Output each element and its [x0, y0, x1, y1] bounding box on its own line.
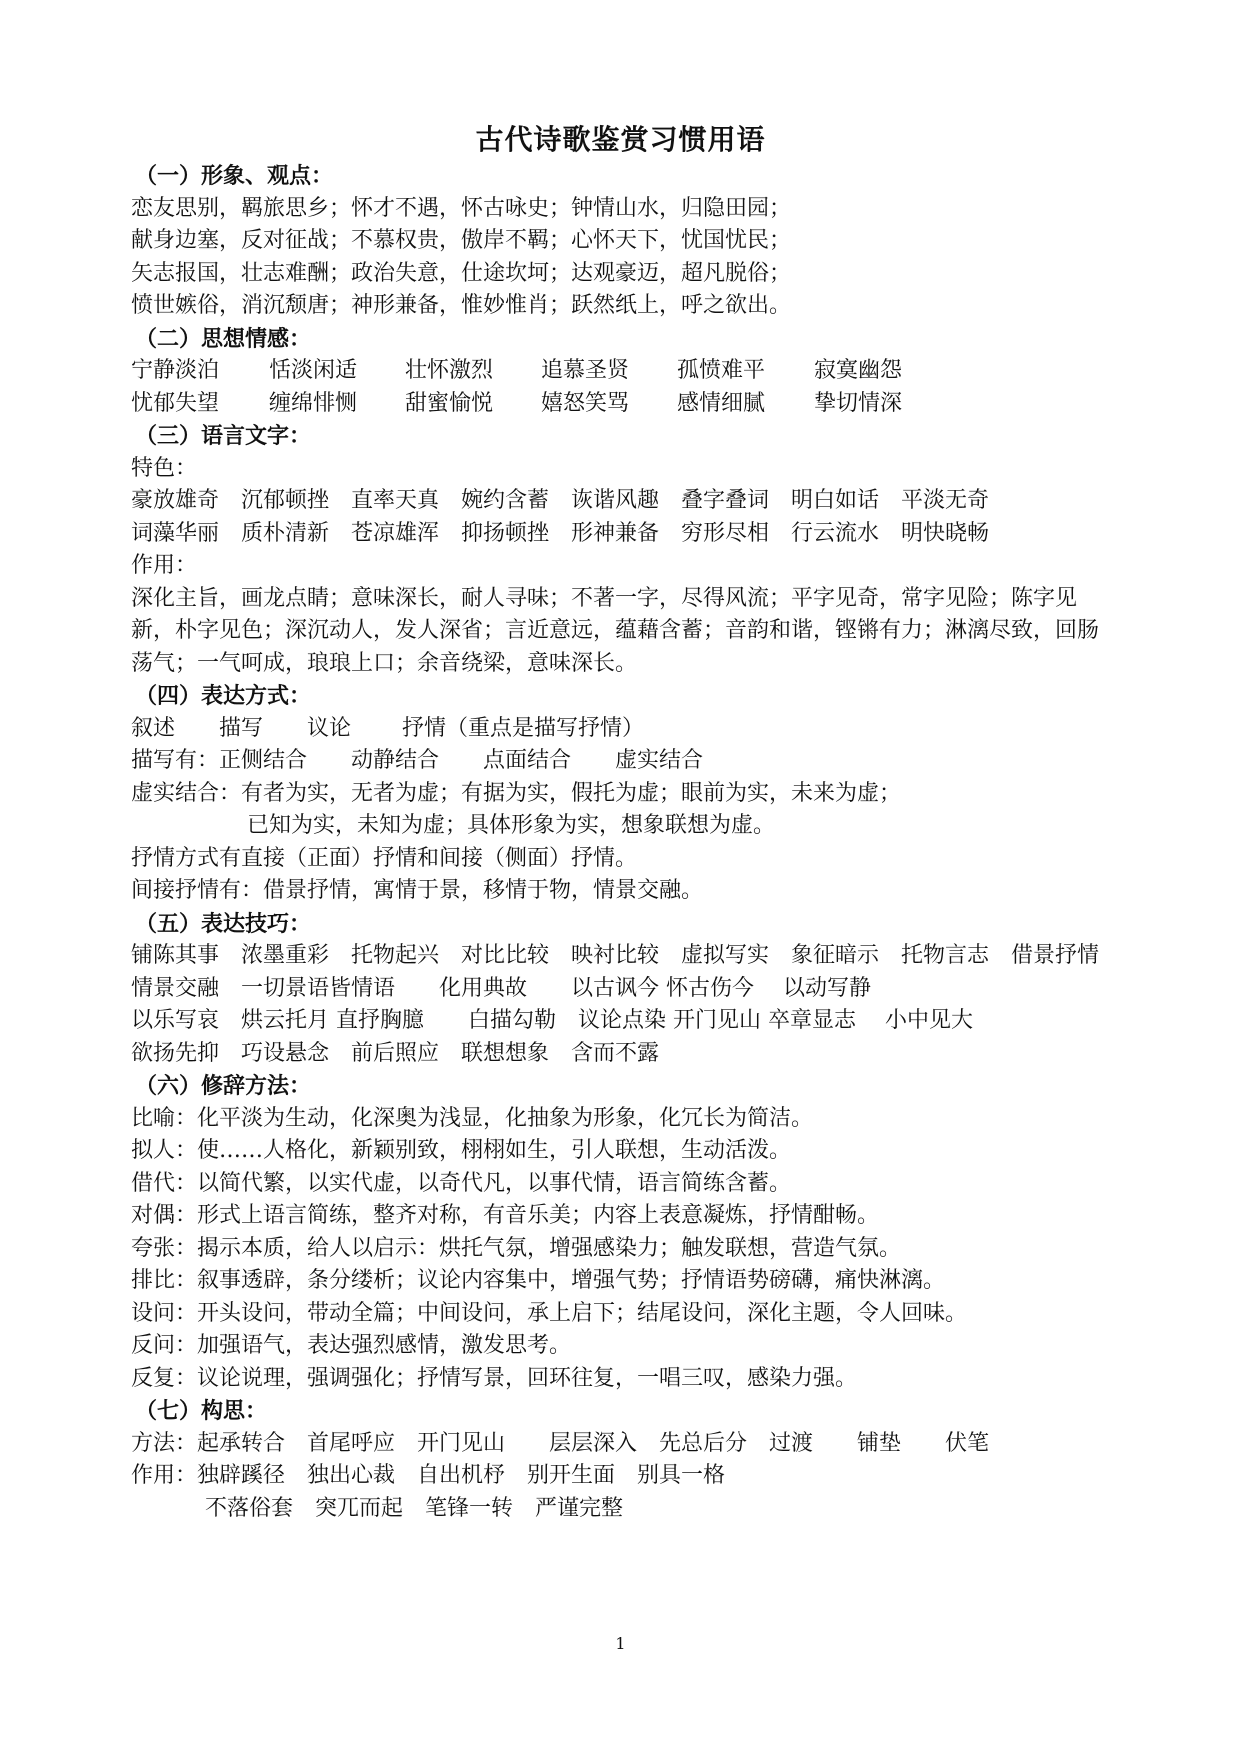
document-body [131, 160, 1122, 1525]
text-line: 比喻：化平淡为生动，化深奥为浅显，化抽象为形象，化冗长为简洁。 [131, 1105, 814, 1131]
term: 嬉怒笑骂 [541, 390, 630, 416]
section-heading-rhetoric: （六）修辞方法： [135, 1073, 312, 1099]
text-line: 献身边塞，反对征战；不慕权贵，傲岸不羁；心怀天下，忧国忧民； [131, 228, 792, 253]
text-line: 拟人：使……人格化，新颖别致，栩栩如生，引人联想，生动活泼。 [131, 1138, 792, 1163]
text-line: 反复：议论说理，强调强化；抒情写景，回环往复，一唱三叹，感染力强。 [131, 1365, 858, 1391]
text-paragraph: 豪放雄奇 沉郁顿挫 直率天真 婉约含蓄 诙谐风趣 叠字叠词 明白如话 平淡无奇 [131, 488, 990, 513]
text-line: 欲扬先抑 巧设悬念 前后照应 联想想象 含而不露 [131, 1040, 660, 1066]
text-line: 作用：独辟蹊径 独出心裁 自出机杼 别开生面 别具一格 [131, 1463, 726, 1488]
term: 壮怀激烈 [405, 358, 494, 383]
text-line: 描写有：正侧结合 动静结合 点面结合 虚实结合 [131, 748, 704, 773]
term: 孤愤难平 [677, 358, 766, 383]
term-row [131, 355, 1116, 388]
section-heading-expression: （四）表达方式： [135, 683, 312, 709]
term: 宁静淡泊 [131, 358, 220, 383]
section-heading-imagery: （一）形象、观点： [135, 163, 334, 189]
text-line: 已知为实，未知为虚；具体形象为实，想象联想为虚。 [247, 813, 776, 838]
text-line: 借代：以简代繁，以实代虚，以奇代凡，以事代情，语言简练含蓄。 [131, 1170, 792, 1196]
text-paragraph: 词藻华丽 质朴清新 苍凉雄浑 抑扬顿挫 形神兼备 穷形尽相 行云流水 明快晓畅 [131, 520, 990, 546]
text-line: 叙述 描写 议论 抒情（重点是描写抒情） [131, 715, 644, 741]
text-line: 不落俗套 突兀而起 笔锋一转 严谨完整 [205, 1495, 624, 1521]
text-line: 间接抒情有：借景抒情，寓情于景，移情于物，情景交融。 [131, 878, 704, 903]
term: 恬淡闲适 [269, 358, 358, 383]
term: 忧郁失望 [131, 390, 220, 416]
term-row [131, 388, 1116, 421]
text-paragraph: 深化主旨，画龙点睛；意味深长，耐人寻味；不著一字，尽得风流；平字见奇，常字见险；陈字见新，朴字见色；深沉动人，发人深省；言近意远，蕴藉含蓄；音韵和谐，铿锵有力；淋漓尽致，回肠荡气；一气呵成，琅琅上口；余音绕梁，意味深长。 [131, 585, 1100, 676]
page-number: 1 [615, 1634, 626, 1653]
term: 甜蜜愉悦 [405, 390, 494, 416]
text-line: 抒情方式有直接（正面）抒情和间接（侧面）抒情。 [131, 845, 638, 871]
text-line: 矢志报国，壮志难酬；政治失意，仕途坎坷；达观豪迈，超凡脱俗； [131, 260, 792, 286]
text-line: 方法：起承转合 首尾呼应 开门见山 层层深入 先总后分 过渡 铺垫 伏笔 [131, 1430, 990, 1456]
sub-label-function: 作用： [131, 553, 198, 578]
text-line: 恋友思别，羁旅思乡；怀才不遇，怀古咏史；钟情山水，归隐田园； [131, 195, 792, 221]
text-line: 愤世嫉俗，消沉颓唐；神形兼备，惟妙惟肖；跃然纸上，呼之欲出。 [131, 293, 792, 318]
text-line: 对偶：形式上语言简练，整齐对称，有音乐美；内容上表意凝炼，抒情酣畅。 [131, 1203, 880, 1228]
text-line: 反问：加强语气，表达强烈感情，激发思考。 [131, 1333, 572, 1358]
term: 感情细腻 [677, 390, 766, 416]
text-line: 排比：叙事透辟，条分缕析；议论内容集中，增强气势；抒情语势磅礴，痛快淋漓。 [131, 1268, 946, 1293]
term: 缠绵悱恻 [269, 390, 358, 416]
term: 寂寞幽怨 [814, 358, 903, 383]
term: 追慕圣贤 [541, 358, 630, 383]
text-line: 以乐写哀 烘云托月 直抒胸臆 白描勾勒 议论点染 开门见山 卒章显志 小中见大 [131, 1008, 973, 1033]
page-title: 古代诗歌鉴赏习惯用语 [475, 123, 766, 156]
text-line: 虚实结合：有者为实，无者为虚；有据为实，假托为虚；眼前为实，未来为虚； [131, 780, 902, 806]
section-heading-techniques: （五）表达技巧： [135, 910, 312, 937]
term: 挚切情深 [814, 390, 903, 416]
text-line: 夸张：揭示本质，给人以启示：烘托气氛，增强感染力；触发联想，营造气氛。 [131, 1235, 902, 1261]
section-heading-language: （三）语言文字： [135, 423, 312, 449]
text-paragraph: 铺陈其事 浓墨重彩 托物起兴 对比比较 映衬比较 虚拟写实 象征暗示 托物言志 借景抒情 情景交融 一切景语皆情语 化用典故 以古讽今 怀古伤今 以动写静 [131, 943, 1122, 1001]
section-heading-emotions: （二）思想情感： [135, 325, 312, 352]
section-heading-structure: （七）构思： [135, 1398, 268, 1424]
sub-label-features: 特色： [131, 455, 198, 481]
text-line: 设问：开头设问，带动全篇；中间设问，承上启下；结尾设问，深化主题，令人回味。 [131, 1300, 968, 1326]
